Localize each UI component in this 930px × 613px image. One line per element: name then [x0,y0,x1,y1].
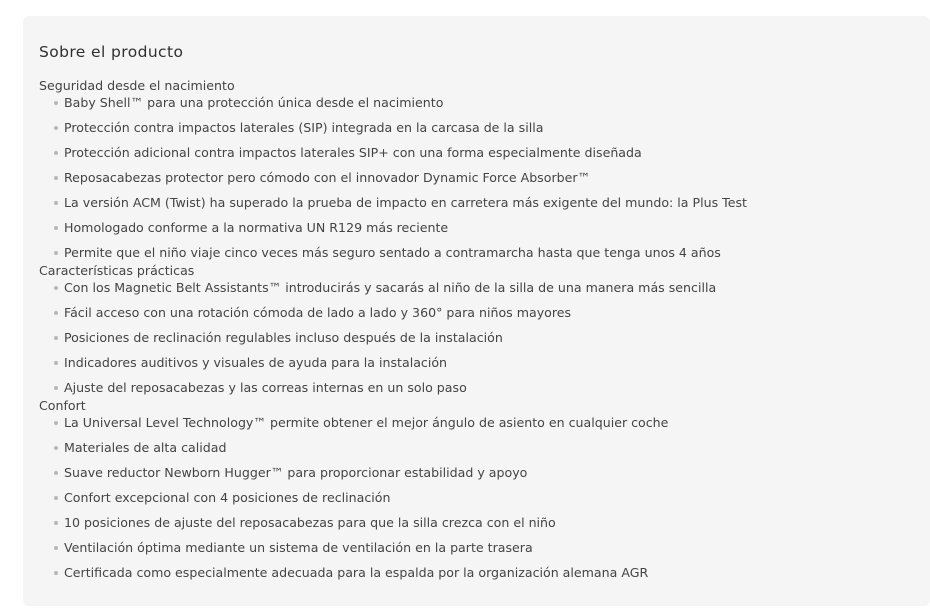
list-item [39,169,930,186]
list-item-text: Homologado conforme a la normativa UN R129 más reciente [64,220,449,235]
list-item [39,379,930,396]
list-item [39,414,930,431]
list-item [39,514,930,531]
bullet-icon [54,336,58,340]
section-title: Sobre el producto [39,43,184,61]
list-item [39,329,930,346]
list-item-text: Confort excepcional con 4 posiciones de reclinación [64,490,391,505]
section-heading: Confort [39,398,86,413]
bullet-icon [54,151,58,155]
list-item [39,354,930,371]
bullet-icon [54,226,58,230]
list-item [39,489,930,506]
bullet-icon [54,471,58,475]
section-comfort [39,397,930,581]
bullet-icon [54,286,58,290]
bullet-icon [54,386,58,390]
section-safety [39,77,930,261]
list-item [39,439,930,456]
list-item-text: Protección contra impactos laterales (SIP) integrada en la carcasa de la silla [64,120,544,135]
list-item-text: Certificada como especialmente adecuada para la espalda por la organización alemana AGR [64,565,649,580]
bullet-icon [54,176,58,180]
list-item [39,279,930,296]
product-info-panel [23,16,930,606]
list-item-text: Suave reductor Newborn Hugger™ para proporcionar estabilidad y apoyo [64,465,528,480]
list-item [39,539,930,556]
list-item [39,94,930,111]
bullet-icon [54,571,58,575]
list-item [39,564,930,581]
list-item [39,219,930,236]
list-item-text: Baby Shell™ para una protección única desde el nacimiento [64,95,444,110]
list-item-text: Ajuste del reposacabezas y las correas internas en un solo paso [64,380,467,395]
section-heading: Seguridad desde el nacimiento [39,78,235,93]
feature-list [39,414,930,581]
list-item-text: 10 posiciones de ajuste del reposacabezas para que la silla crezca con el niño [64,515,556,530]
list-item-text: Posiciones de reclinación regulables incluso después de la instalación [64,330,503,345]
bullet-icon [54,496,58,500]
bullet-icon [54,201,58,205]
list-item-text: La Universal Level Technology™ permite obtener el mejor ángulo de asiento en cualquier coche [64,415,669,430]
list-item [39,194,930,211]
bullet-icon [54,126,58,130]
list-item-text: Ventilación óptima mediante un sistema de ventilación en la parte trasera [64,540,533,555]
list-item-text: Fácil acceso con una rotación cómoda de lado a lado y 360° para niños mayores [64,305,572,320]
list-item-text: Materiales de alta calidad [64,440,227,455]
list-item [39,304,930,321]
bullet-icon [54,521,58,525]
list-item-text: Protección adicional contra impactos laterales SIP+ con una forma especialmente diseñada [64,145,642,160]
list-item-text: Con los Magnetic Belt Assistants™ introducirás y sacarás al niño de la silla de una manera más sencilla [64,280,717,295]
list-item [39,244,930,261]
list-item-text: Permite que el niño viaje cinco veces más seguro sentado a contramarcha hasta que tenga unos 4 años [64,245,721,260]
feature-list [39,94,930,261]
bullet-icon [54,251,58,255]
list-item [39,144,930,161]
feature-list [39,279,930,396]
bullet-icon [54,361,58,365]
list-item-text: La versión ACM (Twist) ha superado la prueba de impacto en carretera más exigente del mundo: la Plus Test [64,195,747,210]
list-item [39,464,930,481]
list-item [39,119,930,136]
bullet-icon [54,446,58,450]
section-practical [39,262,930,396]
list-item-text: Indicadores auditivos y visuales de ayuda para la instalación [64,355,448,370]
section-heading: Características prácticas [39,263,195,278]
bullet-icon [54,311,58,315]
bullet-icon [54,101,58,105]
list-item-text: Reposacabezas protector pero cómodo con el innovador Dynamic Force Absorber™ [64,170,591,185]
bullet-icon [54,421,58,425]
bullet-icon [54,546,58,550]
